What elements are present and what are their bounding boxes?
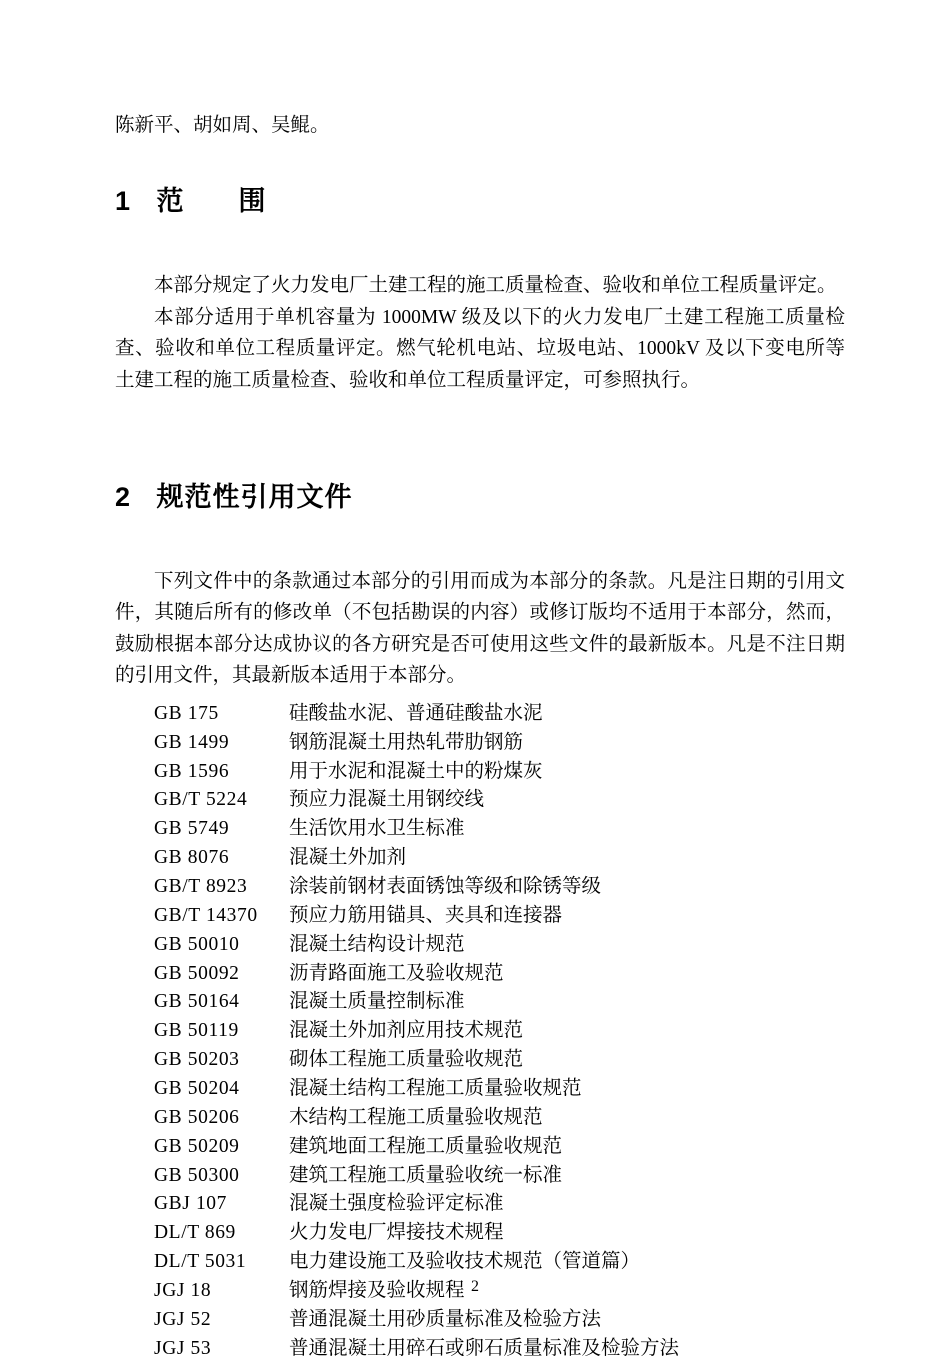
reference-title: 生活饮用水卫生标准 <box>289 818 465 840</box>
reference-code: GB 50300 <box>154 1164 240 1186</box>
section-title-1: 范 围 <box>156 186 280 217</box>
section-number-1: 1 <box>115 186 131 217</box>
section-heading-2 <box>115 475 845 514</box>
list-item <box>115 786 845 815</box>
reference-title: 建筑地面工程施工质量验收规范 <box>289 1135 563 1157</box>
reference-code: GB 8076 <box>154 847 230 869</box>
list-item <box>115 758 845 787</box>
section-title-2: 规范性引用文件 <box>156 481 353 512</box>
reference-code: GBJ 107 <box>154 1193 228 1215</box>
list-item <box>115 902 845 931</box>
reference-title: 钢筋焊接及验收规程 <box>289 1280 465 1301</box>
list-item <box>115 1017 845 1046</box>
reference-title: 预应力混凝土用钢绞线 <box>289 789 485 811</box>
reference-code: GB 175 <box>154 702 219 724</box>
list-item <box>115 1104 845 1133</box>
section-number-2: 2 <box>115 481 131 512</box>
reference-code: GB 50119 <box>154 1020 239 1042</box>
reference-title: 硅酸盐水泥、普通硅酸盐水泥 <box>289 702 543 724</box>
reference-code: GB/T 5224 <box>154 789 248 811</box>
reference-title: 混凝土外加剂 <box>289 847 407 869</box>
reference-title: 火力发电厂焊接技术规程 <box>289 1222 504 1244</box>
reference-title: 普通混凝土用碎石或卵石质量标准及检验方法 <box>289 1337 680 1359</box>
reference-code: JGJ 52 <box>154 1308 212 1330</box>
reference-code: GB 50206 <box>154 1106 240 1128</box>
spacer <box>115 218 845 270</box>
list-item <box>115 873 845 902</box>
reference-code: GB 50203 <box>154 1049 240 1071</box>
list-item <box>115 1219 845 1248</box>
reference-code: DL/T 5031 <box>154 1251 247 1273</box>
list-item <box>115 729 845 758</box>
reference-code: JGJ 18 <box>154 1280 212 1301</box>
reference-code: GB 50092 <box>154 962 240 984</box>
reference-code: GB 5749 <box>154 818 230 840</box>
reference-title: 木结构工程施工质量验收规范 <box>289 1106 543 1128</box>
section-1-paragraph-1: 本部分规定了火力发电厂土建工程的施工质量检查、验收和单位工程质量评定。 <box>154 275 837 297</box>
list-item <box>115 1335 845 1364</box>
reference-title: 涂装前钢材表面锈蚀等级和除锈等级 <box>289 875 602 897</box>
list-item <box>115 700 845 729</box>
reference-title: 沥青路面施工及验收规范 <box>289 962 504 984</box>
spacer <box>115 397 845 437</box>
normative-references-list <box>115 700 845 1364</box>
reference-title: 钢筋混凝土用热轧带肋钢筋 <box>289 731 524 753</box>
reference-code: DL/T 869 <box>154 1222 236 1244</box>
reference-code: GB 50209 <box>154 1135 240 1157</box>
list-item <box>115 1190 845 1219</box>
reference-code: GB 50164 <box>154 991 240 1013</box>
reference-title: 建筑工程施工质量验收统一标准 <box>289 1164 563 1186</box>
reference-title: 混凝土结构工程施工质量验收规范 <box>289 1077 582 1099</box>
list-item <box>115 1075 845 1104</box>
page-number: 2 <box>471 1278 479 1295</box>
reference-title: 混凝土质量控制标准 <box>289 991 465 1013</box>
reference-code: GB/T 14370 <box>154 904 258 926</box>
reference-title: 混凝土外加剂应用技术规范 <box>289 1020 524 1042</box>
list-item <box>115 1046 845 1075</box>
reference-code: JGJ 53 <box>154 1337 212 1359</box>
list-item <box>115 815 845 844</box>
list-item <box>115 931 845 960</box>
contributor-names: 陈新平、胡如周、吴鲲。 <box>115 115 330 136</box>
reference-title: 混凝土结构设计规范 <box>289 933 465 955</box>
section-2-paragraph-1: 下列文件中的条款通过本部分的引用而成为本部分的条款。凡是注日期的引用文件，其随后所有的修改单（不包括勘误的内容）或修订版均不适用于本部分，然而，鼓励根据本部分达成协议的各方研究是否可使用这些文件的最新版本。凡是不注日期的引用文件，其最新版本适用于本部分。 <box>115 570 845 687</box>
section-heading-1 <box>115 179 845 218</box>
list-item <box>115 1306 845 1335</box>
reference-title: 预应力筋用锚具、夹具和连接器 <box>289 904 563 926</box>
list-item <box>115 960 845 989</box>
spacer <box>115 514 845 566</box>
reference-code: GB 50010 <box>154 933 240 955</box>
list-item <box>115 844 845 873</box>
reference-title: 混凝土强度检验评定标准 <box>289 1193 504 1215</box>
list-item <box>115 1133 845 1162</box>
reference-code: GB 1499 <box>154 731 230 753</box>
reference-code: GB 50204 <box>154 1077 240 1099</box>
reference-code: GB/T 8923 <box>154 875 248 897</box>
list-item <box>115 1248 845 1277</box>
reference-title: 砌体工程施工质量验收规范 <box>289 1049 524 1071</box>
reference-title: 用于水泥和混凝土中的粉煤灰 <box>289 760 543 782</box>
list-item <box>115 988 845 1017</box>
reference-code: GB 1596 <box>154 760 230 782</box>
list-item <box>115 1162 845 1191</box>
reference-title: 普通混凝土用砂质量标准及检验方法 <box>289 1308 602 1330</box>
reference-title: 电力建设施工及验收技术规范（管道篇） <box>289 1251 641 1273</box>
section-1-paragraph-2: 本部分适用于单机容量为 1000MW 级及以下的火力发电厂土建工程施工质量检查、验收和单位工程质量评定。燃气轮机电站、垃圾电站、1000kV 及以下变电所等土建工程的施工质量检查、验收和单位工程质量评定，可参照执行。 <box>115 306 845 391</box>
